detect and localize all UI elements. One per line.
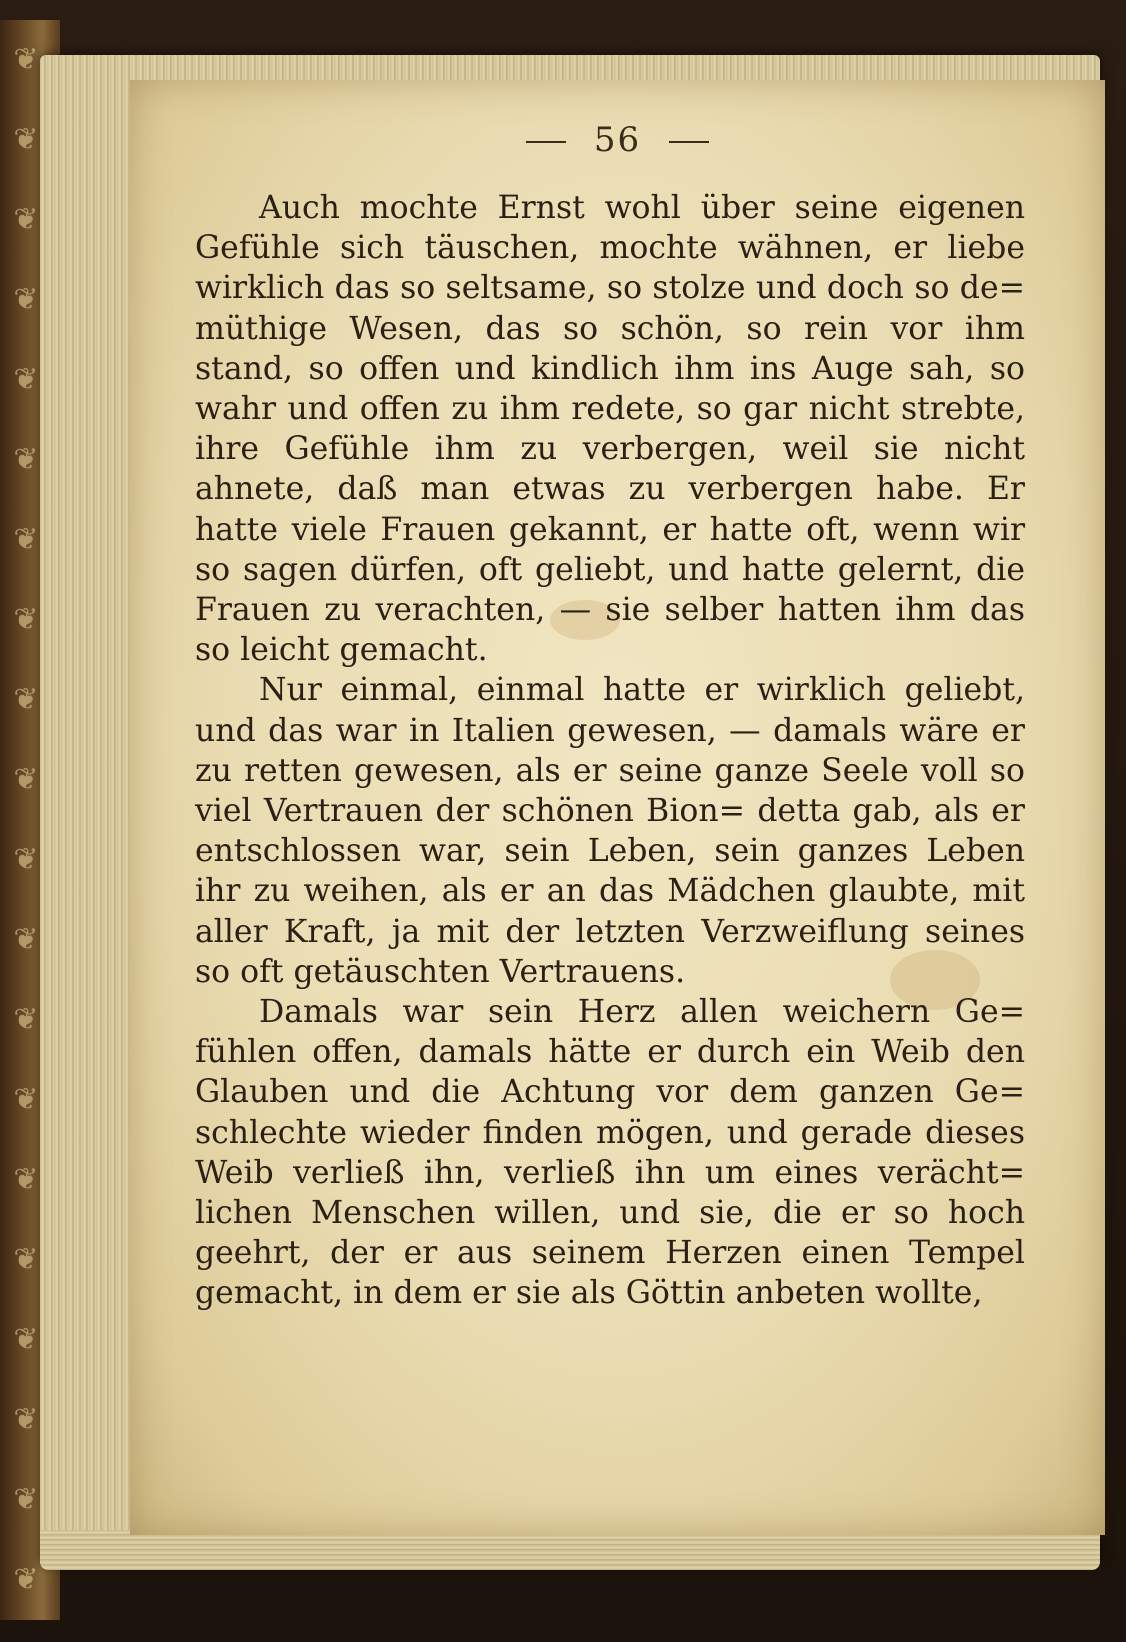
- book-page: [130, 80, 1105, 1535]
- page-number: [130, 120, 1105, 160]
- paragraph-3: Damals war sein Herz allen weichern Ge= fühlen offen, damals hätte er durch ein Weib den Glauben und die Achtung vor dem ganzen Ge= schlechte wieder finden mögen, und gerade dieses Weib verließ ihn, verließ ihn um eines verächt= lichen Menschen willen, und sie, die er so hoch geehrt, der er aus seinem Herzen einen Tempel gemacht, in dem er sie als Göttin anbeten wollte,: [195, 994, 1025, 1312]
- page-edges-bottom: [40, 1530, 1100, 1570]
- page-number-text: 56: [593, 120, 642, 160]
- body-text: [195, 188, 1025, 1314]
- paragraph-1: Auch mochte Ernst wohl über seine eigenen Gefühle sich täuschen, mochte wähnen, er liebe wirklich das so seltsame, so stolze und doch so de= müthige Wesen, das so schön, so rein vor ihm stand, so offen und kindlich ihm ins Auge sah, so wahr und offen zu ihm redete, so gar nicht strebte, ihre Gefühle ihm zu verbergen, weil sie nicht ahnete, daß man etwas zu verbergen habe. Er hatte viele Frauen gekannt, er hatte oft, wenn wir so sagen dürfen, oft geliebt, und hatte gelernt, die Frauen zu verachten, — sie selber hatten ihm das so leicht gemacht.: [195, 190, 1025, 669]
- paragraph-2: Nur einmal, einmal hatte er wirklich geliebt, und das war in Italien gewesen, — damals wäre er zu retten gewesen, als er seine ganze Seele voll so viel Vertrauen der schönen Bion= detta gab, als er entschlossen war, sein Leben, sein ganzes Leben ihr zu weihen, als er an das Mädchen glaubte, mit aller Kraft, ja mit der letzten Verzweiflung seines so oft getäuschten Vertrauens.: [195, 672, 1025, 990]
- binding-ornament: ❦ ❦ ❦ ❦ ❦ ❦ ❦ ❦ ❦ ❦ ❦ ❦ ❦ ❦ ❦ ❦ ❦ ❦ ❦ ❦: [13, 42, 39, 1597]
- folio-dash-left: [526, 141, 566, 143]
- folio-dash-right: [669, 141, 709, 143]
